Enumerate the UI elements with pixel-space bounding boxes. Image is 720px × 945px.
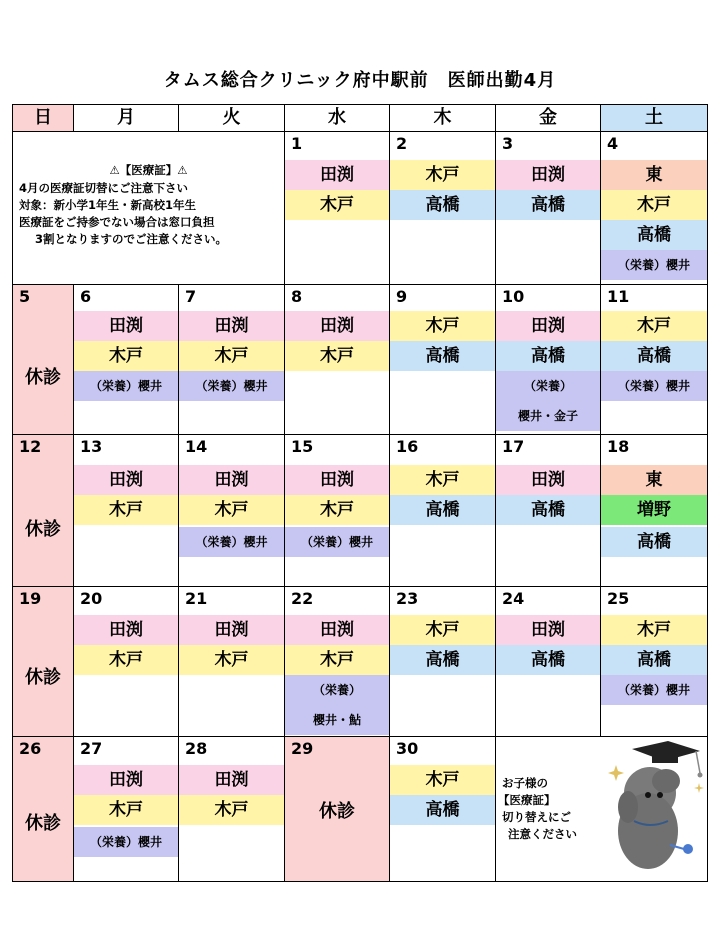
doctor-eiyo: （栄養） (285, 675, 389, 705)
day-number: 14 (185, 437, 208, 456)
day-number: 6 (80, 287, 92, 306)
day-number: 15 (291, 437, 314, 456)
weekday-sat: 土 (600, 104, 708, 132)
day-number: 20 (80, 589, 103, 608)
calendar (12, 104, 708, 882)
doctor-eiyo-sakurai: （栄養）櫻井 (179, 527, 284, 557)
doctor-takahashi: 高橋 (390, 495, 495, 525)
doctor-kido: 木戸 (285, 645, 389, 675)
day-cell (284, 284, 390, 435)
doctor-sakurai-kaneko: 櫻井・金子 (496, 401, 600, 431)
day-number: 23 (396, 589, 419, 608)
day-cell-sunday (12, 434, 74, 587)
day-number: 2 (396, 134, 408, 153)
footer-note-line3: 切り替えにご (502, 810, 571, 824)
footer-note-line2: 【医療証】 (498, 793, 556, 807)
doctor-tabuchi: 田渕 (74, 615, 178, 645)
closed-label: 休診 (319, 801, 355, 822)
doctor-tabuchi: 田渕 (496, 615, 600, 645)
doctor-takahashi: 高橋 (390, 645, 495, 675)
doctor-kido: 木戸 (179, 495, 284, 525)
day-number: 5 (19, 287, 31, 306)
doctor-takahashi: 高橋 (390, 190, 495, 220)
doctor-eiyo-sakurai: （栄養）櫻井 (74, 371, 178, 401)
day-cell (495, 284, 601, 435)
doctor-tabuchi: 田渕 (496, 465, 600, 495)
day-cell (178, 736, 285, 882)
doctor-masuno: 増野 (601, 495, 707, 525)
day-number: 13 (80, 437, 103, 456)
day-number: 30 (396, 739, 419, 758)
doctor-kido: 木戸 (390, 465, 495, 495)
page-title: タムス総合クリニック府中駅前 医師出勤4月 (163, 70, 557, 91)
day-cell (495, 586, 601, 737)
day-number: 29 (291, 739, 314, 758)
day-cell (389, 284, 496, 435)
doctor-eiyo-sakurai: （栄養）櫻井 (74, 827, 178, 857)
day-number: 3 (502, 134, 514, 153)
doctor-kido: 木戸 (74, 495, 178, 525)
doctor-tabuchi: 田渕 (179, 465, 284, 495)
doctor-takahashi: 高橋 (601, 341, 707, 371)
day-number: 10 (502, 287, 525, 306)
day-number: 27 (80, 739, 103, 758)
day-cell (73, 736, 179, 882)
day-cell-holiday (284, 736, 390, 882)
day-cell (284, 131, 390, 285)
day-number: 16 (396, 437, 419, 456)
doctor-tabuchi: 田渕 (74, 465, 178, 495)
doctor-kido: 木戸 (390, 160, 495, 190)
notice-line4: 3割となりますのでご注意ください。 (35, 232, 227, 246)
day-cell (178, 434, 285, 587)
doctor-takahashi: 高橋 (496, 341, 600, 371)
doctor-sakurai-ayu: 櫻井・鮎 (285, 705, 389, 735)
footer-note-line4: 注意ください (508, 827, 577, 841)
day-number: 12 (19, 437, 42, 456)
day-cell (495, 434, 601, 587)
day-cell-sunday (12, 736, 74, 882)
day-cell (389, 736, 496, 882)
doctor-eiyo-sakurai: （栄養）櫻井 (179, 371, 284, 401)
day-cell-sunday (12, 586, 74, 737)
doctor-takahashi: 高橋 (601, 527, 707, 557)
doctor-kido: 木戸 (74, 795, 178, 825)
day-cell (389, 434, 496, 587)
day-cell (73, 434, 179, 587)
doctor-kido: 木戸 (74, 645, 178, 675)
day-number: 11 (607, 287, 630, 306)
day-cell (178, 284, 285, 435)
doctor-kido: 木戸 (179, 795, 284, 825)
closed-label: 休診 (25, 667, 61, 688)
doctor-eiyo-sakurai: （栄養）櫻井 (285, 527, 389, 557)
day-cell (600, 284, 708, 435)
day-cell-sunday (12, 284, 74, 435)
doctor-kido: 木戸 (179, 645, 284, 675)
day-number: 1 (291, 134, 303, 153)
day-number: 8 (291, 287, 303, 306)
doctor-kido: 木戸 (601, 311, 707, 341)
notice-cell (12, 131, 285, 285)
day-cell (389, 131, 496, 285)
doctor-takahashi: 高橋 (601, 220, 707, 250)
day-cell (73, 586, 179, 737)
doctor-eiyo-sakurai: （栄養）櫻井 (601, 250, 707, 280)
doctor-tabuchi: 田渕 (496, 311, 600, 341)
day-cell (389, 586, 496, 737)
doctor-tabuchi: 田渕 (74, 311, 178, 341)
day-cell (284, 434, 390, 587)
notice-line1: 4月の医療証切替にご注意下さい (19, 181, 188, 195)
doctor-takahashi: 高橋 (496, 645, 600, 675)
day-number: 7 (185, 287, 197, 306)
doctor-tabuchi: 田渕 (179, 615, 284, 645)
weekday-fri: 金 (495, 104, 601, 132)
day-number: 28 (185, 739, 208, 758)
doctor-eiyo-sakurai: （栄養）櫻井 (601, 371, 707, 401)
closed-label: 休診 (25, 367, 61, 388)
doctor-tabuchi: 田渕 (285, 311, 389, 341)
doctor-kido: 木戸 (179, 341, 284, 371)
day-number: 19 (19, 589, 42, 608)
doctor-azuma: 東 (601, 465, 707, 495)
day-number: 24 (502, 589, 525, 608)
doctor-takahashi: 高橋 (390, 795, 495, 825)
notice-heading: ⚠【医療証】⚠ (109, 163, 188, 177)
doctor-kido: 木戸 (601, 190, 707, 220)
doctor-kido: 木戸 (390, 311, 495, 341)
doctor-kido: 木戸 (285, 341, 389, 371)
day-cell (600, 131, 708, 285)
day-number: 17 (502, 437, 525, 456)
doctor-kido: 木戸 (390, 615, 495, 645)
day-cell (600, 434, 708, 587)
poodle-graduate-icon (608, 737, 708, 881)
doctor-eiyo-sakurai: （栄養）櫻井 (601, 675, 707, 705)
day-cell (73, 284, 179, 435)
doctor-takahashi: 高橋 (601, 645, 707, 675)
doctor-kido: 木戸 (601, 615, 707, 645)
weekday-sun: 日 (12, 104, 74, 132)
doctor-tabuchi: 田渕 (74, 765, 178, 795)
closed-label: 休診 (25, 813, 61, 834)
day-number: 21 (185, 589, 208, 608)
day-number: 4 (607, 134, 619, 153)
doctor-eiyo: （栄養） (496, 371, 600, 401)
doctor-tabuchi: 田渕 (285, 465, 389, 495)
day-cell (284, 586, 390, 737)
weekday-wed: 水 (284, 104, 390, 132)
day-number: 22 (291, 589, 314, 608)
doctor-takahashi: 高橋 (496, 495, 600, 525)
day-cell (495, 131, 601, 285)
day-cell (600, 586, 708, 737)
doctor-tabuchi: 田渕 (496, 160, 600, 190)
doctor-takahashi: 高橋 (496, 190, 600, 220)
weekday-thu: 木 (389, 104, 496, 132)
day-number: 25 (607, 589, 630, 608)
doctor-tabuchi: 田渕 (179, 765, 284, 795)
day-cell (178, 586, 285, 737)
notice-line3: 医療証をご持参でない場合は窓口負担 (19, 215, 215, 229)
doctor-tabuchi: 田渕 (179, 311, 284, 341)
footer-note-line1: お子様の (502, 776, 548, 790)
doctor-tabuchi: 田渕 (285, 160, 389, 190)
day-number: 18 (607, 437, 630, 456)
doctor-kido: 木戸 (74, 341, 178, 371)
closed-label: 休診 (25, 519, 61, 540)
day-number: 9 (396, 287, 408, 306)
doctor-takahashi: 高橋 (390, 341, 495, 371)
doctor-azuma: 東 (601, 160, 707, 190)
doctor-kido: 木戸 (390, 765, 495, 795)
doctor-tabuchi: 田渕 (285, 615, 389, 645)
footer-note-cell (495, 736, 708, 882)
notice-line2: 対象：新小学1年生・新高校1年生 (19, 198, 197, 212)
doctor-kido: 木戸 (285, 495, 389, 525)
weekday-tue: 火 (178, 104, 285, 132)
day-number: 26 (19, 739, 42, 758)
doctor-kido: 木戸 (285, 190, 389, 220)
weekday-mon: 月 (73, 104, 179, 132)
